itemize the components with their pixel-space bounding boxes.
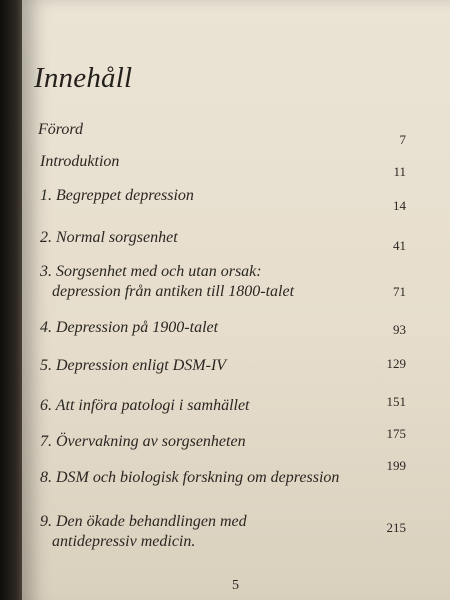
toc-entry-title-line: antidepressiv medicin.	[52, 533, 196, 550]
toc-entry-title	[40, 228, 178, 248]
page-folio: 5	[232, 578, 239, 593]
toc-entry-title-text: Depression på 1900-talet	[56, 319, 219, 336]
toc-entry-title-text: Normal sorgsenhet	[56, 229, 178, 246]
toc-entry-number: 2.	[40, 229, 52, 246]
toc-entry-first-line	[40, 318, 218, 338]
toc-entry-title-text: Depression enligt DSM-IV	[56, 357, 227, 374]
toc-entry-title-text: DSM och biologisk forskning om depression	[56, 469, 340, 486]
toc-entry-first-line	[40, 396, 250, 416]
toc-entry-title-text: Övervakning av sorgsenheten	[56, 433, 246, 450]
toc-entry-page-number: 71	[393, 284, 406, 299]
toc-entry-page-number: 11	[393, 164, 406, 179]
toc-entry	[0, 396, 450, 436]
toc-entry-title	[40, 396, 250, 416]
toc-entry-first-line	[40, 432, 246, 452]
toc-entry-title-text: Begreppet depression	[56, 187, 194, 204]
toc-entry	[0, 426, 450, 472]
toc-entry-title	[40, 356, 226, 376]
toc-entry-title	[40, 262, 294, 302]
toc-entry-title	[40, 512, 247, 552]
toc-entry	[0, 512, 450, 552]
toc-entry-page-number: 215	[386, 520, 406, 535]
toc-entry-number: 7.	[40, 433, 52, 450]
toc-entry-page-number: 199	[386, 458, 406, 473]
toc-entry-first-line	[40, 356, 226, 376]
toc-entry-number: 4.	[40, 319, 52, 336]
toc-entry-title-line: Förord	[38, 121, 84, 138]
toc-entry	[0, 458, 450, 508]
toc-entry-title-line: depression från antiken till 1800-talet	[52, 283, 295, 300]
toc-entry-number: 8.	[40, 469, 52, 486]
toc-entry	[0, 186, 450, 226]
toc-entry-page-number: 7	[399, 132, 406, 147]
toc-entry-first-line	[40, 262, 294, 282]
toc-entry-page-number: 151	[386, 394, 406, 409]
toc-entry-title	[38, 120, 83, 140]
toc-entry-first-line	[40, 186, 194, 206]
toc-entry	[0, 356, 450, 396]
toc-entry-number: 3.	[40, 263, 52, 280]
toc-entry-number: 5.	[40, 357, 52, 374]
toc-entry-title-text: Att införa patologi i samhället	[55, 397, 250, 414]
toc-entry-title	[40, 152, 119, 172]
toc-entry-title	[40, 468, 339, 488]
toc-entry-page-number: 93	[393, 322, 406, 337]
toc-entry-page-number: 129	[386, 356, 406, 371]
toc-entry-number: 1.	[40, 187, 52, 204]
toc-entry-first-line	[40, 512, 247, 532]
toc-entry-title-text: Sorgsenhet med och utan orsak:	[56, 263, 262, 280]
toc-entry-title	[40, 186, 194, 206]
toc-entry-first-line	[40, 468, 339, 488]
toc-entry-title	[40, 318, 218, 338]
toc-entry-page-number: 41	[393, 238, 406, 253]
toc-entry-title	[40, 432, 246, 452]
toc-entry-title-line: Introduktion	[40, 153, 120, 170]
toc-entry-title-text: Den ökade behandlingen med	[56, 513, 247, 530]
toc-entry	[0, 262, 450, 302]
toc-entry-number: 6.	[40, 397, 52, 414]
toc-entry-number: 9.	[40, 513, 52, 530]
toc-entry-first-line	[40, 228, 178, 248]
toc-entry	[0, 318, 450, 358]
toc-entry-page-number: 175	[386, 426, 406, 441]
toc-entry-page-number: 14	[393, 198, 406, 213]
toc-heading: Innehåll	[34, 62, 133, 94]
